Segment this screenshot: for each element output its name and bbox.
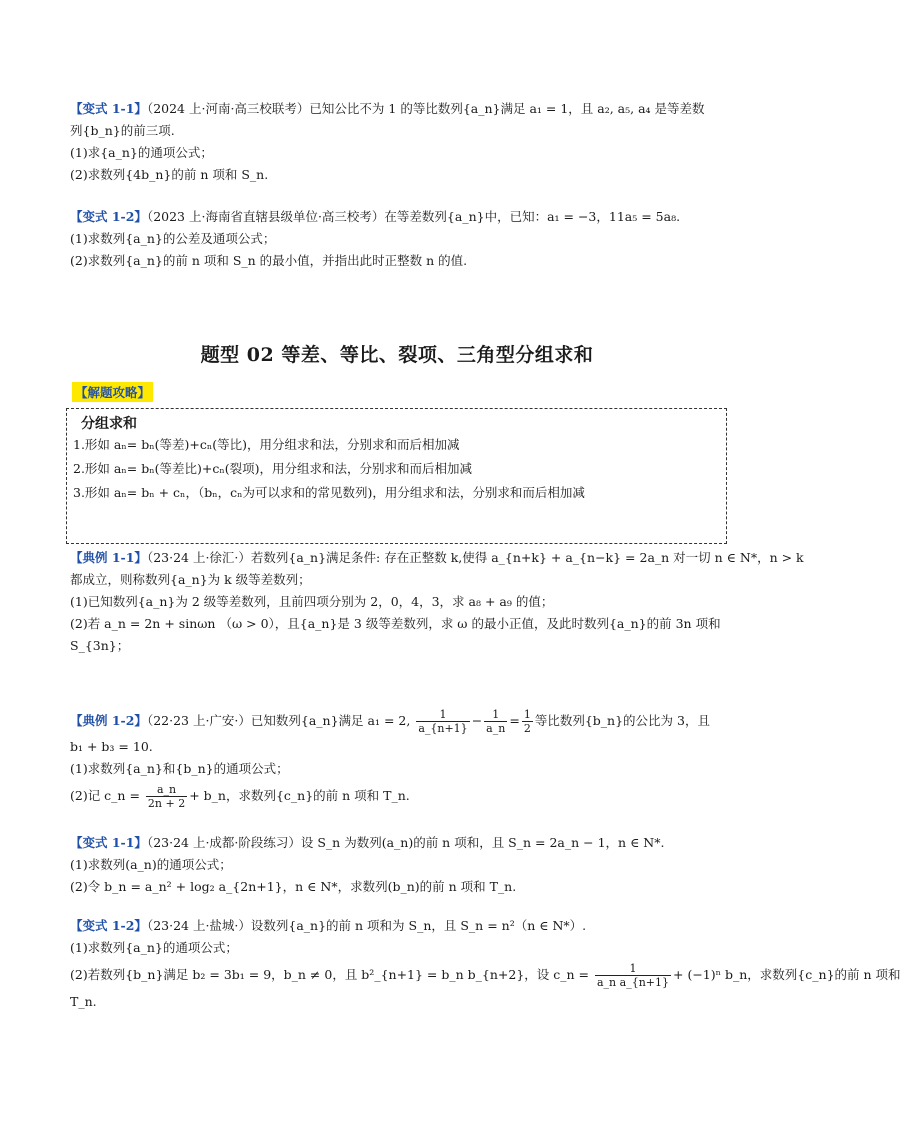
problem-text: （23·24 上·盐城·）设数列{a_n}的前 n 项和为 S_n，且 S_n = n²（n ∈ N*）. <box>146 918 587 933</box>
question-2-end: T_n. <box>70 994 97 1009</box>
variant-1-2-block <box>70 206 730 272</box>
problem-text: b₁ + b₃ = 10. <box>70 739 153 754</box>
fraction: $\frac{1}{a\_n}$ <box>486 708 506 735</box>
problem-text: （2023 上·海南省直辖县级单位·高三校考）在等差数列{a_n}中，已知：a₁ = −3，11a₅ = 5a₈. <box>146 209 681 224</box>
problem-text: 都成立，则称数列{a_n}为 k 级等差数列； <box>70 572 311 587</box>
strategy-tag: 【解题攻略】 <box>72 382 153 402</box>
variant-1-1-block-2 <box>70 832 730 898</box>
problem-text: （23·24 上·成都·阶段练习）设 S_n 为数列(a_n)的前 n 项和，且 S_n = 2a_n − 1，n ∈ N*. <box>146 835 665 850</box>
variant-1-1-block <box>70 98 730 186</box>
example-header: 【典例 1-1】 <box>70 550 147 565</box>
question-2-cont: S_{3n}； <box>70 638 130 653</box>
question-2-cont: + b_n，求数列{c_n}的前 n 项和 T_n. <box>189 788 410 803</box>
question-2: (2)若数列{b_n}满足 b₂ = 3b₁ = 9，b_n ≠ 0，且 b²_{n+1} = b_n b_{n+2}，设 c_n = <box>70 967 590 982</box>
question-1: (1)求数列(a_n)的通项公式； <box>70 857 232 872</box>
fraction: $\frac{1}{\text{a\_n a\_\{n+1\}}}$ <box>597 962 669 989</box>
question-2: (2)记 c_n = <box>70 788 140 803</box>
problem-text: （22·23 上·广安·）已知数列{a_n}满足 a₁ = 2, <box>146 713 411 728</box>
question-1: (1)求{a_n}的通项公式； <box>70 145 213 160</box>
box-title: 分组求和 <box>81 416 137 432</box>
problem-text: 列{b_n}的前三项. <box>70 123 175 138</box>
question-2: (2)若 a_n = 2n + sinωn （ω > 0），且{a_n}是 3 级等差数列，求 ω 的最小正值，及此时数列{a_n}的前 3n 项和 <box>70 616 721 631</box>
fraction: $\frac{1}{a\_\{n+1\}}$ <box>418 708 468 735</box>
strategy-box <box>66 408 727 544</box>
section-title: 题型 02 等差、等比、裂项、三角型分组求和 <box>200 344 594 366</box>
question-1: (1)求数列{a_n}的公差及通项公式； <box>70 231 276 246</box>
problem-text: 等比数列{b_n}的公比为 3，且 <box>534 713 710 728</box>
problem-text: （23·24 上·徐汇·）若数列{a_n}满足条件: 存在正整数 k,使得 a_{n+k} + a_{n−k} = 2a_n 对一切 n ∈ N*，n > k <box>146 550 804 565</box>
problem-text: （2024 上·河南·高三校联考）已知公比不为 1 的等比数列{a_n}满足 a₁ = 1，且 a₂, a₅, a₄ 是等差数 <box>146 101 705 116</box>
box-rule-3: 3.形如 aₙ= bₙ + cₙ，（bₙ，cₙ为可以求和的常见数列)，用分组求和法，分别求和而后相加减 <box>73 485 585 500</box>
question-2: (2)求数列{4b_n}的前 n 项和 S_n. <box>70 167 269 182</box>
example-1-2-block: 【典例 1-2】（22·23 上·广安·）已知数列{a_n}满足 a₁ = 2, $\frac{1}{a\_\{n+1\}}$ − $\frac{1}{a\_n}$ = $\frac{1}{2}$ 等比数列{b_n}的公比为 3，且 b₁ + b₃ = 10. (1)求数列{a_n}和{b_n}的通项公式； (2)记 c_n = $\frac{a\_n}{2n + 2}$ + b_n，求数列{c_n}的前 n 项和 T_n. <box>70 706 730 812</box>
box-rule-2: 2.形如 aₙ= bₙ(等差比)+cₙ(裂项)，用分组求和法，分别求和而后相加减 <box>73 461 473 476</box>
question-2: (2)求数列{a_n}的前 n 项和 S_n 的最小值，并指出此时正整数 n 的值. <box>70 253 468 268</box>
box-rule-1: 1.形如 aₙ= bₙ(等差)+cₙ(等比)，用分组求和法，分别求和而后相加减 <box>73 437 460 452</box>
fraction: $\frac{1}{2}$ <box>523 708 531 735</box>
variant-header: 【变式 1-1】 <box>70 835 147 850</box>
variant-1-2-block-2 <box>70 915 901 1013</box>
fraction: $\frac{a\_n}{2n + 2}$ <box>147 783 186 810</box>
question-2-cont: + (−1)ⁿ b_n，求数列{c_n}的前 n 项和 <box>673 967 901 982</box>
question-1: (1)已知数列{a_n}为 2 级等差数列，且前四项分别为 2，0，4，3，求 a₈ + a₉ 的值； <box>70 594 554 609</box>
example-1-1-block <box>70 547 804 657</box>
question-1: (1)求数列{a_n}和{b_n}的通项公式； <box>70 761 289 776</box>
variant-header: 【变式 1-2】 <box>70 209 147 224</box>
variant-header: 【变式 1-2】 <box>70 918 147 933</box>
question-2: (2)令 b_n = a_n² + log₂ a_{2n+1}，n ∈ N*，求数列(b_n)的前 n 项和 T_n. <box>70 879 517 894</box>
example-header: 【典例 1-2】 <box>70 713 147 728</box>
variant-header: 【变式 1-1】 <box>70 101 147 116</box>
question-1: (1)求数列{a_n}的通项公式； <box>70 940 238 955</box>
